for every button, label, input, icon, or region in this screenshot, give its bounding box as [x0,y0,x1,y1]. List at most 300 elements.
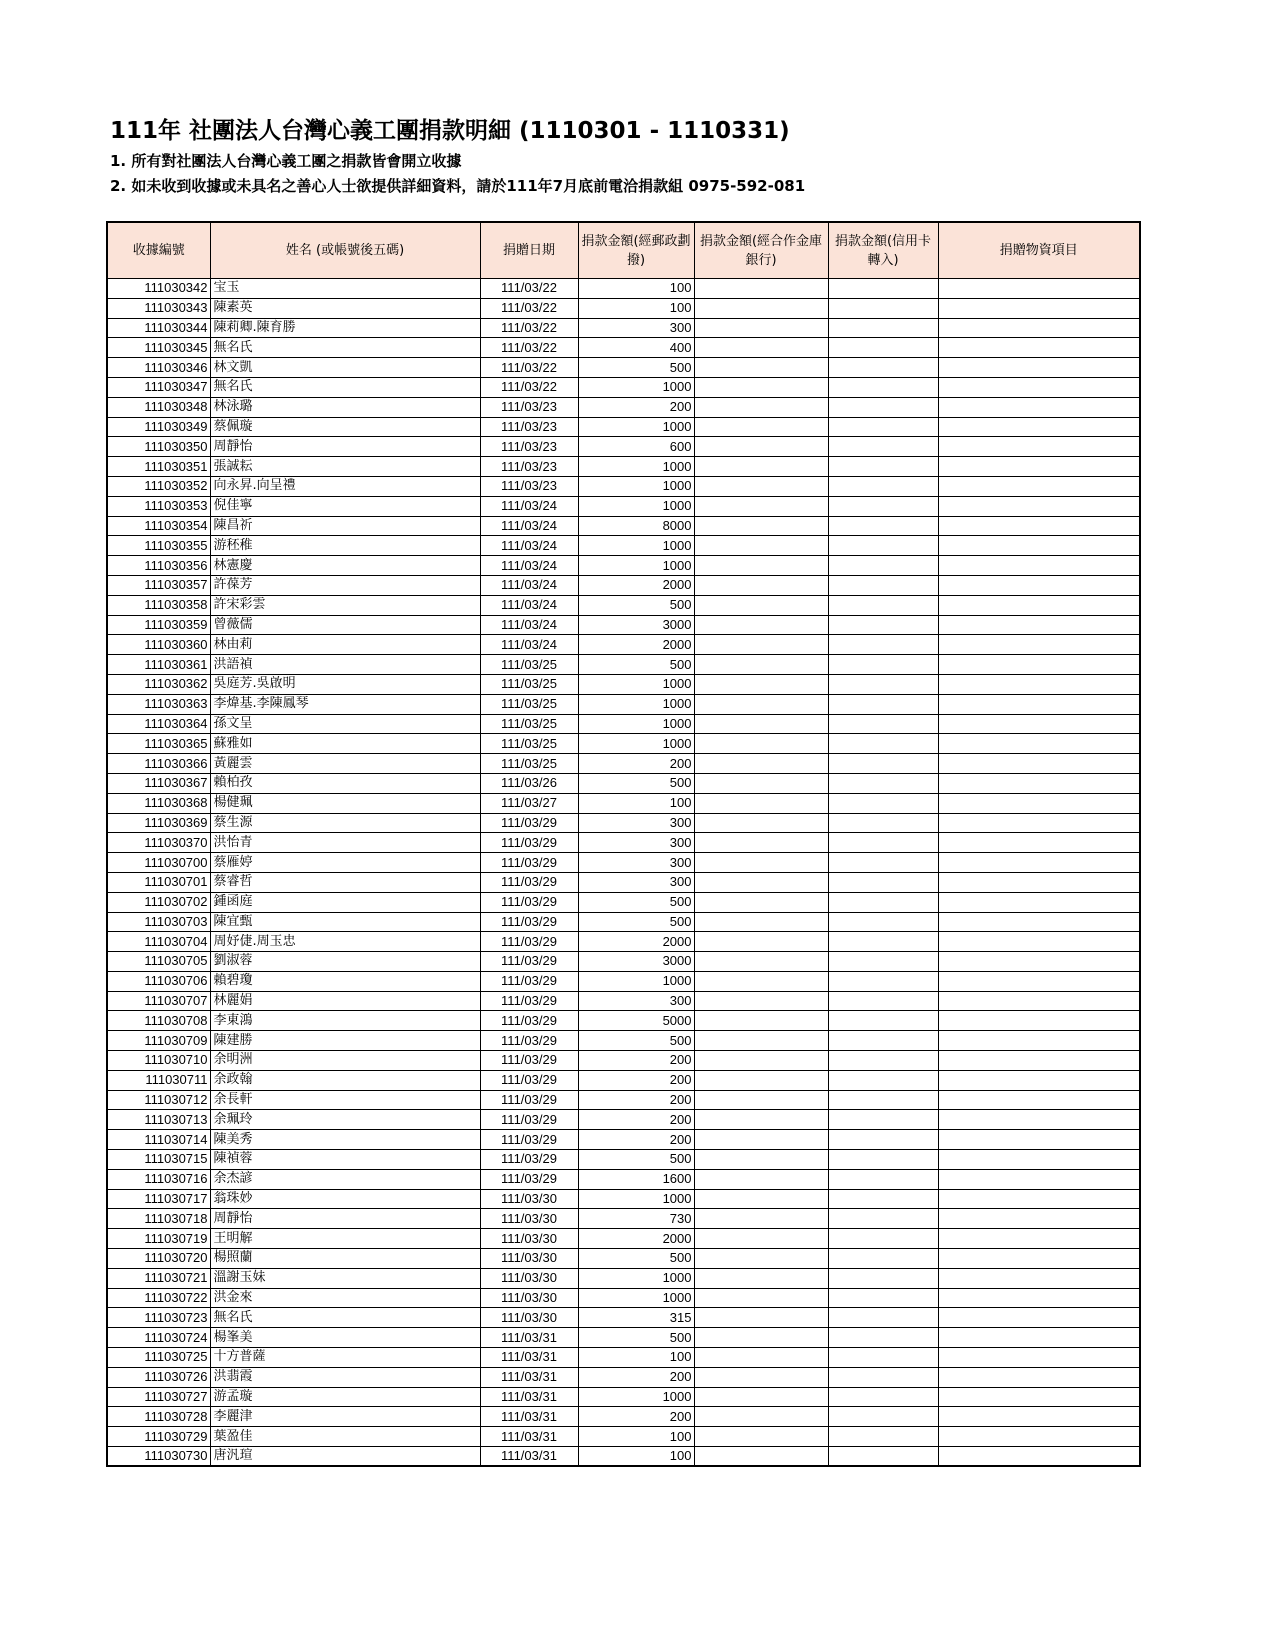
donation-date-cell: 111/03/29 [480,1011,578,1031]
amount-bank-cell [694,1367,828,1387]
amount-postal-cell: 500 [578,1150,694,1170]
receipt-number-cell: 111030342 [107,279,210,299]
amount-postal-cell: 1000 [578,674,694,694]
donor-name-cell: 無名氏 [210,377,480,397]
amount-credit-card-cell [828,417,938,437]
receipt-number-cell: 111030367 [107,773,210,793]
receipt-number-cell: 111030365 [107,734,210,754]
table-row [107,912,1140,932]
donated-goods-cell [938,1031,1140,1051]
amount-credit-card-cell [828,1130,938,1150]
donation-date-cell: 111/03/24 [480,536,578,556]
amount-bank-cell [694,457,828,477]
donation-date-cell: 111/03/22 [480,279,578,299]
table-row [107,872,1140,892]
donated-goods-cell [938,754,1140,774]
amount-postal-cell: 200 [578,1090,694,1110]
receipt-number-cell: 111030358 [107,595,210,615]
donor-name-cell: 向永昇.向呈禮 [210,476,480,496]
donated-goods-cell [938,1229,1140,1249]
amount-bank-cell [694,1209,828,1229]
amount-bank-cell [694,813,828,833]
receipt-number-cell: 111030707 [107,991,210,1011]
donated-goods-cell [938,853,1140,873]
amount-credit-card-cell [828,358,938,378]
table-row [107,1090,1140,1110]
receipt-number-cell: 111030364 [107,714,210,734]
donor-name-cell: 王明解 [210,1229,480,1249]
amount-credit-card-cell [828,575,938,595]
receipt-number-cell: 111030369 [107,813,210,833]
note-receipt: 1. 所有對社團法人台灣心義工團之捐款皆會開立收據 [110,152,462,170]
amount-postal-cell: 100 [578,1348,694,1368]
donated-goods-cell [938,1328,1140,1348]
donated-goods-cell [938,674,1140,694]
donation-date-cell: 111/03/27 [480,793,578,813]
donor-name-cell: 陳禎蓉 [210,1150,480,1170]
amount-credit-card-cell [828,1387,938,1407]
donated-goods-cell [938,437,1140,457]
receipt-number-cell: 111030360 [107,635,210,655]
donation-date-cell: 111/03/24 [480,496,578,516]
amount-credit-card-cell [828,1348,938,1368]
donor-name-cell: 陳建勝 [210,1031,480,1051]
amount-postal-cell: 300 [578,318,694,338]
table-row [107,892,1140,912]
amount-credit-card-cell [828,1110,938,1130]
page-title: 111年 社團法人台灣心義工團捐款明細 (1110301 - 1110331) [110,118,790,144]
donor-name-cell: 林麗娟 [210,991,480,1011]
donor-name-cell: 吳庭芳.吳啟明 [210,674,480,694]
amount-postal-cell: 600 [578,437,694,457]
amount-postal-cell: 200 [578,1051,694,1071]
amount-credit-card-cell [828,952,938,972]
amount-postal-cell: 2000 [578,635,694,655]
donated-goods-cell [938,892,1140,912]
table-row [107,694,1140,714]
amount-bank-cell [694,1407,828,1427]
donated-goods-cell [938,1169,1140,1189]
table-row [107,773,1140,793]
table-row [107,437,1140,457]
amount-bank-cell [694,1447,828,1467]
amount-bank-cell [694,773,828,793]
donation-date-cell: 111/03/29 [480,991,578,1011]
donor-name-cell: 林文凱 [210,358,480,378]
amount-bank-cell [694,1427,828,1447]
table-row [107,1249,1140,1269]
donated-goods-cell [938,358,1140,378]
donation-date-cell: 111/03/24 [480,516,578,536]
amount-bank-cell [694,1249,828,1269]
amount-postal-cell: 300 [578,833,694,853]
donor-name-cell: 溫謝玉妹 [210,1268,480,1288]
amount-postal-cell: 1000 [578,417,694,437]
amount-postal-cell: 300 [578,991,694,1011]
donated-goods-cell [938,635,1140,655]
table-header-row [107,222,1140,279]
amount-bank-cell [694,1150,828,1170]
table-row [107,1387,1140,1407]
amount-credit-card-cell [828,437,938,457]
amount-postal-cell: 3000 [578,952,694,972]
amount-bank-cell [694,1130,828,1150]
amount-credit-card-cell [828,1447,938,1467]
amount-bank-cell [694,1031,828,1051]
receipt-number-cell: 111030368 [107,793,210,813]
header-date: 捐贈日期 [480,222,578,279]
table-row [107,1150,1140,1170]
amount-bank-cell [694,853,828,873]
donor-name-cell: 曾薇儒 [210,615,480,635]
donation-date-cell: 111/03/24 [480,615,578,635]
donor-name-cell: 張誠耘 [210,457,480,477]
table-body [107,279,1140,1467]
amount-postal-cell: 8000 [578,516,694,536]
amount-credit-card-cell [828,694,938,714]
table-row [107,1011,1140,1031]
amount-postal-cell: 1000 [578,734,694,754]
table-row [107,952,1140,972]
donor-name-cell: 余長軒 [210,1090,480,1110]
amount-credit-card-cell [828,377,938,397]
table-row [107,516,1140,536]
amount-postal-cell: 500 [578,1328,694,1348]
amount-credit-card-cell [828,536,938,556]
amount-credit-card-cell [828,1070,938,1090]
receipt-number-cell: 111030353 [107,496,210,516]
table-row [107,338,1140,358]
amount-postal-cell: 100 [578,1447,694,1467]
donation-date-cell: 111/03/29 [480,813,578,833]
receipt-number-cell: 111030344 [107,318,210,338]
amount-postal-cell: 730 [578,1209,694,1229]
donation-date-cell: 111/03/24 [480,575,578,595]
amount-credit-card-cell [828,833,938,853]
amount-bank-cell [694,754,828,774]
donor-name-cell: 蔡生源 [210,813,480,833]
receipt-number-cell: 111030712 [107,1090,210,1110]
donor-name-cell: 楊峯美 [210,1328,480,1348]
receipt-number-cell: 111030359 [107,615,210,635]
amount-bank-cell [694,595,828,615]
donor-name-cell: 洪怡青 [210,833,480,853]
amount-credit-card-cell [828,932,938,952]
amount-credit-card-cell [828,1031,938,1051]
donor-name-cell: 陳素英 [210,298,480,318]
table-row [107,575,1140,595]
table-row [107,1348,1140,1368]
receipt-number-cell: 111030370 [107,833,210,853]
amount-bank-cell [694,734,828,754]
receipt-number-cell: 111030361 [107,655,210,675]
amount-bank-cell [694,476,828,496]
amount-credit-card-cell [828,516,938,536]
amount-bank-cell [694,872,828,892]
amount-credit-card-cell [828,1209,938,1229]
amount-credit-card-cell [828,397,938,417]
donor-name-cell: 宝玉 [210,279,480,299]
amount-bank-cell [694,932,828,952]
amount-credit-card-cell [828,595,938,615]
amount-credit-card-cell [828,853,938,873]
donor-name-cell: 翁珠妙 [210,1189,480,1209]
receipt-number-cell: 111030366 [107,754,210,774]
table-row [107,1031,1140,1051]
amount-postal-cell: 200 [578,754,694,774]
table-row [107,358,1140,378]
receipt-number-cell: 111030717 [107,1189,210,1209]
table-row [107,496,1140,516]
donated-goods-cell [938,1367,1140,1387]
table-row [107,813,1140,833]
amount-postal-cell: 500 [578,358,694,378]
donor-name-cell: 鍾函庭 [210,892,480,912]
donation-date-cell: 111/03/29 [480,1051,578,1071]
receipt-number-cell: 111030351 [107,457,210,477]
amount-credit-card-cell [828,1229,938,1249]
amount-postal-cell: 300 [578,813,694,833]
amount-bank-cell [694,991,828,1011]
donated-goods-cell [938,952,1140,972]
donor-name-cell: 余明洲 [210,1051,480,1071]
donor-name-cell: 蔡雁婷 [210,853,480,873]
donor-name-cell: 黃麗雲 [210,754,480,774]
table-row [107,615,1140,635]
amount-bank-cell [694,1229,828,1249]
amount-postal-cell: 2000 [578,1229,694,1249]
table-row [107,1130,1140,1150]
donation-date-cell: 111/03/31 [480,1328,578,1348]
amount-credit-card-cell [828,793,938,813]
receipt-number-cell: 111030704 [107,932,210,952]
receipt-number-cell: 111030719 [107,1229,210,1249]
donated-goods-cell [938,1288,1140,1308]
donated-goods-cell [938,1070,1140,1090]
donation-date-cell: 111/03/29 [480,1090,578,1110]
receipt-number-cell: 111030727 [107,1387,210,1407]
amount-credit-card-cell [828,615,938,635]
table-row [107,536,1140,556]
amount-credit-card-cell [828,872,938,892]
amount-bank-cell [694,655,828,675]
donor-name-cell: 無名氏 [210,338,480,358]
amount-bank-cell [694,437,828,457]
donor-name-cell: 蔡佩璇 [210,417,480,437]
table-row [107,1189,1140,1209]
donor-name-cell: 許葆芳 [210,575,480,595]
amount-postal-cell: 1000 [578,457,694,477]
donation-date-cell: 111/03/22 [480,298,578,318]
amount-credit-card-cell [828,674,938,694]
amount-postal-cell: 1000 [578,496,694,516]
donor-name-cell: 洪金來 [210,1288,480,1308]
donor-name-cell: 李麗津 [210,1407,480,1427]
donated-goods-cell [938,496,1140,516]
amount-postal-cell: 500 [578,595,694,615]
amount-bank-cell [694,338,828,358]
amount-bank-cell [694,714,828,734]
donated-goods-cell [938,1110,1140,1130]
donated-goods-cell [938,575,1140,595]
note-contact: 2. 如未收到收據或未具名之善心人士欲提供詳細資料，請於111年7月底前電洽捐款組 0975-592-081 [110,177,806,195]
amount-credit-card-cell [828,1308,938,1328]
table-row [107,1447,1140,1467]
receipt-number-cell: 111030714 [107,1130,210,1150]
donation-date-cell: 111/03/29 [480,1150,578,1170]
receipt-number-cell: 111030730 [107,1447,210,1467]
donated-goods-cell [938,912,1140,932]
receipt-number-cell: 111030708 [107,1011,210,1031]
receipt-number-cell: 111030726 [107,1367,210,1387]
donated-goods-cell [938,1387,1140,1407]
receipt-number-cell: 111030352 [107,476,210,496]
amount-bank-cell [694,635,828,655]
amount-bank-cell [694,1110,828,1130]
amount-postal-cell: 2000 [578,575,694,595]
amount-bank-cell [694,536,828,556]
donor-name-cell: 游孟璇 [210,1387,480,1407]
donation-date-cell: 111/03/29 [480,971,578,991]
table-row [107,635,1140,655]
amount-bank-cell [694,1288,828,1308]
donated-goods-cell [938,397,1140,417]
amount-postal-cell: 500 [578,912,694,932]
amount-bank-cell [694,1348,828,1368]
amount-bank-cell [694,1090,828,1110]
donation-date-cell: 111/03/31 [480,1348,578,1368]
amount-postal-cell: 1000 [578,971,694,991]
table-row [107,674,1140,694]
donated-goods-cell [938,793,1140,813]
donation-date-cell: 111/03/29 [480,952,578,972]
donation-date-cell: 111/03/29 [480,1031,578,1051]
table-row [107,1070,1140,1090]
donation-date-cell: 111/03/29 [480,853,578,873]
table-row [107,1407,1140,1427]
donor-name-cell: 周靜怡 [210,1209,480,1229]
amount-bank-cell [694,615,828,635]
table-row [107,1427,1140,1447]
donation-date-cell: 111/03/25 [480,655,578,675]
receipt-number-cell: 111030722 [107,1288,210,1308]
donated-goods-cell [938,714,1140,734]
donor-name-cell: 余杰諺 [210,1169,480,1189]
donation-date-cell: 111/03/30 [480,1268,578,1288]
receipt-number-cell: 111030728 [107,1407,210,1427]
amount-postal-cell: 1000 [578,1387,694,1407]
amount-credit-card-cell [828,1150,938,1170]
amount-postal-cell: 1000 [578,556,694,576]
receipt-number-cell: 111030706 [107,971,210,991]
receipt-number-cell: 111030702 [107,892,210,912]
table-row [107,833,1140,853]
receipt-number-cell: 111030720 [107,1249,210,1269]
amount-credit-card-cell [828,714,938,734]
header-amount-postal: 捐款金額(經郵政劃撥) [578,222,694,279]
receipt-number-cell: 111030343 [107,298,210,318]
table-row [107,377,1140,397]
amount-bank-cell [694,912,828,932]
amount-credit-card-cell [828,1288,938,1308]
amount-postal-cell: 300 [578,853,694,873]
donation-date-cell: 111/03/30 [480,1189,578,1209]
amount-credit-card-cell [828,813,938,833]
receipt-number-cell: 111030709 [107,1031,210,1051]
donation-date-cell: 111/03/31 [480,1387,578,1407]
donor-name-cell: 唐汎瑄 [210,1447,480,1467]
table-row [107,417,1140,437]
donated-goods-cell [938,991,1140,1011]
amount-bank-cell [694,1169,828,1189]
amount-credit-card-cell [828,338,938,358]
donation-date-cell: 111/03/29 [480,1070,578,1090]
donated-goods-cell [938,1051,1140,1071]
donated-goods-cell [938,1427,1140,1447]
amount-credit-card-cell [828,734,938,754]
amount-bank-cell [694,397,828,417]
amount-bank-cell [694,1387,828,1407]
amount-postal-cell: 1000 [578,476,694,496]
donation-date-cell: 111/03/22 [480,338,578,358]
amount-credit-card-cell [828,754,938,774]
donor-name-cell: 倪佳寧 [210,496,480,516]
amount-credit-card-cell [828,912,938,932]
table-row [107,655,1140,675]
donated-goods-cell [938,734,1140,754]
amount-postal-cell: 500 [578,655,694,675]
donor-name-cell: 林由莉 [210,635,480,655]
donation-date-cell: 111/03/26 [480,773,578,793]
donated-goods-cell [938,1447,1140,1467]
donated-goods-cell [938,338,1140,358]
amount-bank-cell [694,417,828,437]
amount-postal-cell: 500 [578,892,694,912]
receipt-number-cell: 111030347 [107,377,210,397]
amount-credit-card-cell [828,476,938,496]
amount-postal-cell: 500 [578,1031,694,1051]
receipt-number-cell: 111030715 [107,1150,210,1170]
amount-bank-cell [694,674,828,694]
receipt-number-cell: 111030713 [107,1110,210,1130]
donor-name-cell: 蔡睿哲 [210,872,480,892]
amount-postal-cell: 1000 [578,714,694,734]
table-row [107,1367,1140,1387]
table-row [107,1209,1140,1229]
receipt-number-cell: 111030350 [107,437,210,457]
donation-date-cell: 111/03/24 [480,635,578,655]
donation-date-cell: 111/03/25 [480,694,578,714]
amount-postal-cell: 1000 [578,1268,694,1288]
donation-date-cell: 111/03/30 [480,1209,578,1229]
receipt-number-cell: 111030355 [107,536,210,556]
amount-postal-cell: 200 [578,397,694,417]
receipt-number-cell: 111030701 [107,872,210,892]
amount-postal-cell: 100 [578,793,694,813]
amount-bank-cell [694,952,828,972]
amount-bank-cell [694,793,828,813]
donor-name-cell: 李煒基.李陳鳳琴 [210,694,480,714]
table-row [107,1328,1140,1348]
receipt-number-cell: 111030345 [107,338,210,358]
table-row [107,714,1140,734]
donated-goods-cell [938,1348,1140,1368]
donated-goods-cell [938,773,1140,793]
amount-credit-card-cell [828,1249,938,1269]
amount-bank-cell [694,1070,828,1090]
donated-goods-cell [938,377,1140,397]
donated-goods-cell [938,833,1140,853]
